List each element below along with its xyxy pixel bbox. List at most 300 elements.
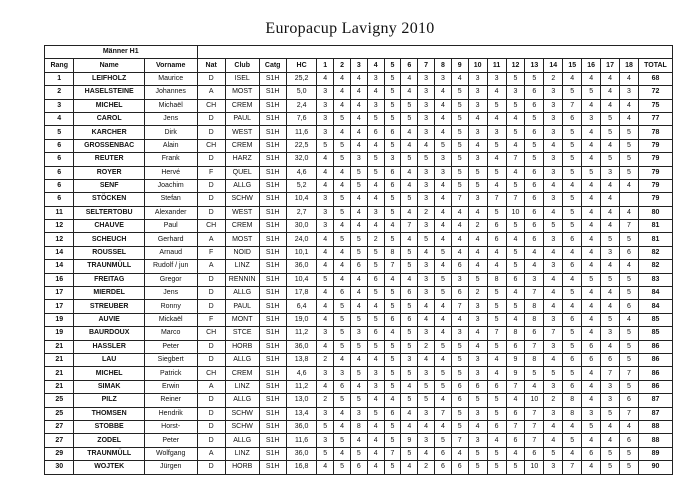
score-cell: 3	[384, 153, 401, 166]
column-header: 1	[317, 59, 334, 72]
score-cell: 6	[620, 394, 639, 407]
score-cell: 4	[620, 206, 639, 219]
score-cell: 5	[582, 273, 601, 286]
score-cell: 5	[601, 112, 620, 125]
rank-cell: 6	[45, 153, 74, 166]
score-cell: 6	[601, 353, 620, 366]
rank-cell: 1	[45, 72, 74, 85]
hc-cell: 2,7	[286, 206, 316, 219]
score-cell: 3	[544, 340, 563, 353]
score-cell: 4	[317, 287, 334, 300]
score-cell: 4	[401, 86, 418, 99]
name-cell: STÖCKEN	[74, 193, 144, 206]
score-cell: 5	[384, 353, 401, 366]
score-cell: 3	[544, 126, 563, 139]
score-cell: 3	[350, 407, 367, 420]
score-cell: 4	[544, 179, 563, 192]
score-cell: 4	[435, 420, 452, 433]
score-cell: 4	[487, 434, 506, 447]
score-cell: 4	[451, 447, 468, 460]
score-cell: 4	[582, 139, 601, 152]
score-cell: 7	[620, 407, 639, 420]
catg-cell: S1H	[259, 353, 286, 366]
score-cell: 3	[367, 72, 384, 85]
score-cell: 5	[350, 233, 367, 246]
score-cell: 5	[401, 367, 418, 380]
firstname-cell: Peter	[144, 434, 197, 447]
score-cell: 3	[451, 273, 468, 286]
score-cell: 5	[451, 99, 468, 112]
score-cell: 4	[620, 112, 639, 125]
score-cell: 3	[487, 126, 506, 139]
score-cell: 4	[418, 420, 435, 433]
firstname-cell: Dirk	[144, 126, 197, 139]
firstname-cell: Jürgen	[144, 461, 197, 474]
score-cell: 7	[506, 193, 525, 206]
score-cell: 5	[384, 139, 401, 152]
score-cell: 4	[401, 206, 418, 219]
score-cell: 4	[334, 220, 351, 233]
catg-cell: S1H	[259, 246, 286, 259]
catg-cell: S1H	[259, 394, 286, 407]
score-cell: 3	[435, 153, 452, 166]
total-cell: 80	[638, 206, 672, 219]
nat-cell: D	[197, 206, 225, 219]
score-cell: 2	[317, 353, 334, 366]
club-cell: CREM	[225, 220, 259, 233]
table-row	[45, 193, 673, 206]
rank-cell: 27	[45, 420, 74, 433]
score-cell: 4	[350, 380, 367, 393]
column-header: 6	[401, 59, 418, 72]
total-cell: 85	[638, 313, 672, 326]
score-cell: 3	[317, 407, 334, 420]
nat-cell: A	[197, 86, 225, 99]
score-cell: 6	[451, 394, 468, 407]
score-cell: 5	[384, 99, 401, 112]
score-cell: 4	[601, 300, 620, 313]
score-cell: 5	[418, 153, 435, 166]
score-cell: 4	[435, 193, 452, 206]
hc-cell: 13,4	[286, 407, 316, 420]
score-cell: 6	[384, 407, 401, 420]
nat-cell: A	[197, 233, 225, 246]
name-cell: SIMAK	[74, 380, 144, 393]
hc-cell: 22,5	[286, 139, 316, 152]
score-cell: 7	[435, 407, 452, 420]
score-cell: 5	[487, 166, 506, 179]
score-cell: 6	[525, 327, 544, 340]
name-cell: REUTER	[74, 153, 144, 166]
score-cell: 4	[367, 420, 384, 433]
score-cell: 4	[435, 126, 452, 139]
score-cell: 4	[451, 246, 468, 259]
hc-cell: 13,8	[286, 353, 316, 366]
score-cell: 5	[525, 112, 544, 125]
score-cell: 3	[620, 86, 639, 99]
score-cell: 4	[334, 246, 351, 259]
score-cell: 4	[582, 394, 601, 407]
score-cell: 5	[401, 300, 418, 313]
club-cell: ALLG	[225, 353, 259, 366]
score-cell: 5	[620, 166, 639, 179]
score-cell: 3	[544, 99, 563, 112]
score-cell: 6	[563, 233, 582, 246]
rank-cell: 17	[45, 300, 74, 313]
score-cell: 4	[601, 179, 620, 192]
club-cell: STCE	[225, 327, 259, 340]
score-cell: 4	[582, 246, 601, 259]
table-row	[45, 287, 673, 300]
score-cell: 4	[451, 72, 468, 85]
score-cell: 3	[544, 86, 563, 99]
table-row	[45, 300, 673, 313]
score-cell: 4	[435, 394, 452, 407]
score-cell: 2	[418, 461, 435, 474]
score-cell: 6	[487, 220, 506, 233]
table-row	[45, 273, 673, 286]
score-cell: 3	[334, 367, 351, 380]
hc-cell: 4,6	[286, 166, 316, 179]
hc-cell: 30,0	[286, 220, 316, 233]
score-cell: 5	[435, 380, 452, 393]
score-cell: 4	[401, 407, 418, 420]
score-cell: 4	[487, 86, 506, 99]
score-cell: 4	[582, 434, 601, 447]
score-cell: 5	[506, 179, 525, 192]
score-cell: 4	[451, 220, 468, 233]
score-cell: 4	[350, 206, 367, 219]
score-cell: 3	[544, 380, 563, 393]
score-cell: 4	[401, 72, 418, 85]
catg-cell: S1H	[259, 340, 286, 353]
total-cell: 84	[638, 287, 672, 300]
score-cell: 5	[563, 166, 582, 179]
rank-cell: 6	[45, 179, 74, 192]
total-cell: 72	[638, 86, 672, 99]
catg-cell: S1H	[259, 139, 286, 152]
catg-cell: S1H	[259, 367, 286, 380]
nat-cell: D	[197, 153, 225, 166]
column-header: Vorname	[144, 59, 197, 72]
total-cell: 81	[638, 233, 672, 246]
score-cell: 4	[435, 353, 452, 366]
column-header: Rang	[45, 59, 74, 72]
score-cell: 5	[468, 179, 487, 192]
score-cell: 3	[317, 112, 334, 125]
score-cell: 4	[582, 461, 601, 474]
score-cell: 4	[334, 179, 351, 192]
hc-cell: 11,6	[286, 126, 316, 139]
score-cell: 4	[334, 166, 351, 179]
score-cell: 5	[384, 367, 401, 380]
name-cell: SCHEUCH	[74, 233, 144, 246]
catg-cell: S1H	[259, 313, 286, 326]
score-cell: 4	[350, 193, 367, 206]
score-cell: 5	[451, 86, 468, 99]
score-cell: 3	[468, 407, 487, 420]
score-cell: 6	[487, 420, 506, 433]
score-cell: 3	[468, 153, 487, 166]
score-cell: 5	[487, 300, 506, 313]
nat-cell: D	[197, 407, 225, 420]
hc-cell: 11,2	[286, 380, 316, 393]
score-cell: 5	[384, 193, 401, 206]
catg-cell: S1H	[259, 273, 286, 286]
score-cell: 4	[317, 260, 334, 273]
score-cell: 3	[317, 434, 334, 447]
score-cell: 3	[418, 220, 435, 233]
total-cell: 86	[638, 380, 672, 393]
catg-cell: S1H	[259, 99, 286, 112]
score-cell: 3	[317, 327, 334, 340]
hc-cell: 24,0	[286, 233, 316, 246]
score-cell: 6	[487, 233, 506, 246]
score-cell: 3	[418, 260, 435, 273]
score-cell: 5	[367, 313, 384, 326]
score-cell: 5	[350, 367, 367, 380]
total-cell: 86	[638, 340, 672, 353]
score-cell: 6	[334, 380, 351, 393]
score-cell: 5	[451, 126, 468, 139]
total-cell: 77	[638, 112, 672, 125]
score-cell: 5	[620, 447, 639, 460]
club-cell: RENNIN	[225, 273, 259, 286]
score-cell: 4	[506, 166, 525, 179]
firstname-cell: Horst-	[144, 420, 197, 433]
score-cell: 4	[334, 99, 351, 112]
score-cell: 5	[563, 340, 582, 353]
score-cell: 5	[350, 246, 367, 259]
score-cell: 5	[620, 327, 639, 340]
firstname-cell: Hendrik	[144, 407, 197, 420]
catg-cell: S1H	[259, 86, 286, 99]
club-cell: PAUL	[225, 300, 259, 313]
score-cell: 3	[317, 367, 334, 380]
catg-cell: S1H	[259, 447, 286, 460]
table-row	[45, 447, 673, 460]
category-row	[45, 46, 673, 59]
score-cell: 3	[367, 367, 384, 380]
header-row	[45, 59, 673, 72]
name-cell: PILZ	[74, 394, 144, 407]
total-cell: 87	[638, 394, 672, 407]
score-cell: 3	[468, 86, 487, 99]
nat-cell: D	[197, 112, 225, 125]
score-cell: 5	[601, 461, 620, 474]
catg-cell: S1H	[259, 300, 286, 313]
score-cell: 5	[401, 260, 418, 273]
score-cell: 5	[487, 461, 506, 474]
score-cell: 6	[367, 327, 384, 340]
score-cell: 5	[563, 434, 582, 447]
firstname-cell: Erwin	[144, 380, 197, 393]
score-cell: 5	[582, 420, 601, 433]
club-cell: LINZ	[225, 260, 259, 273]
score-cell: 5	[367, 246, 384, 259]
score-cell: 6	[384, 179, 401, 192]
hc-cell: 13,0	[286, 394, 316, 407]
score-cell: 6	[525, 193, 544, 206]
club-cell: ISEL	[225, 72, 259, 85]
score-cell: 7	[525, 287, 544, 300]
catg-cell: S1H	[259, 166, 286, 179]
score-cell: 5	[487, 206, 506, 219]
score-cell: 5	[601, 313, 620, 326]
table-row	[45, 166, 673, 179]
score-cell: 6	[350, 461, 367, 474]
score-cell: 4	[487, 260, 506, 273]
score-cell: 4	[350, 126, 367, 139]
table-row	[45, 220, 673, 233]
hc-cell: 36,0	[286, 340, 316, 353]
score-cell: 4	[435, 86, 452, 99]
score-cell: 4	[582, 206, 601, 219]
score-cell: 3	[601, 246, 620, 259]
score-cell: 5	[601, 233, 620, 246]
score-cell: 5	[350, 179, 367, 192]
score-cell: 4	[544, 206, 563, 219]
score-cell: 6	[401, 287, 418, 300]
score-cell: 6	[563, 313, 582, 326]
score-cell: 4	[418, 139, 435, 152]
score-cell: 5	[401, 394, 418, 407]
score-cell: 5	[384, 420, 401, 433]
nat-cell: D	[197, 340, 225, 353]
score-cell: 4	[582, 193, 601, 206]
column-header: 9	[451, 59, 468, 72]
column-header: 10	[468, 59, 487, 72]
score-cell: 4	[451, 313, 468, 326]
hc-cell: 10,4	[286, 193, 316, 206]
score-cell: 7	[384, 447, 401, 460]
score-cell: 4	[601, 72, 620, 85]
score-cell: 5	[620, 380, 639, 393]
score-cell: 4	[601, 260, 620, 273]
score-cell: 5	[468, 447, 487, 460]
score-cell: 5	[401, 447, 418, 460]
score-cell: 3	[582, 407, 601, 420]
score-cell: 4	[506, 313, 525, 326]
name-cell: HASELSTEINE	[74, 86, 144, 99]
score-cell: 3	[544, 260, 563, 273]
nat-cell: A	[197, 380, 225, 393]
rank-cell: 30	[45, 461, 74, 474]
nat-cell: D	[197, 72, 225, 85]
score-cell: 6	[350, 260, 367, 273]
score-cell: 6	[384, 166, 401, 179]
score-cell: 4	[384, 220, 401, 233]
hc-cell: 19,0	[286, 313, 316, 326]
score-cell: 4	[620, 99, 639, 112]
score-cell: 5	[506, 300, 525, 313]
score-cell: 3	[582, 112, 601, 125]
score-cell: 5	[334, 112, 351, 125]
score-cell: 5	[620, 287, 639, 300]
score-cell: 6	[525, 86, 544, 99]
score-cell: 2	[418, 340, 435, 353]
column-header: 4	[367, 59, 384, 72]
score-cell: 6	[563, 380, 582, 393]
firstname-cell: Rudolf / jun	[144, 260, 197, 273]
score-cell: 5	[317, 420, 334, 433]
score-cell: 7	[451, 193, 468, 206]
score-cell: 3	[544, 313, 563, 326]
score-cell: 5	[401, 99, 418, 112]
score-cell: 5	[435, 246, 452, 259]
total-cell: 88	[638, 434, 672, 447]
firstname-cell: Gerhard	[144, 233, 197, 246]
score-cell: 3	[418, 72, 435, 85]
firstname-cell: Stefan	[144, 193, 197, 206]
club-cell: ALLG	[225, 287, 259, 300]
name-cell: FREITAG	[74, 273, 144, 286]
name-cell: SENF	[74, 179, 144, 192]
score-cell: 7	[525, 340, 544, 353]
score-cell: 5	[451, 153, 468, 166]
score-cell: 3	[401, 353, 418, 366]
nat-cell: D	[197, 434, 225, 447]
rank-cell: 17	[45, 287, 74, 300]
score-cell: 5	[334, 233, 351, 246]
score-cell: 6	[334, 287, 351, 300]
score-cell: 4	[544, 420, 563, 433]
rank-cell: 11	[45, 206, 74, 219]
score-cell: 5	[334, 313, 351, 326]
column-header: 14	[544, 59, 563, 72]
score-cell: 7	[525, 434, 544, 447]
score-cell: 4	[401, 139, 418, 152]
score-cell: 5	[350, 447, 367, 460]
nat-cell: D	[197, 300, 225, 313]
score-cell: 6	[525, 126, 544, 139]
score-cell: 4	[350, 287, 367, 300]
hc-cell: 11,2	[286, 327, 316, 340]
score-cell: 7	[544, 327, 563, 340]
score-cell: 3	[468, 300, 487, 313]
score-cell: 5	[601, 447, 620, 460]
table-row	[45, 327, 673, 340]
name-cell: WOJTEK	[74, 461, 144, 474]
score-cell: 4	[563, 420, 582, 433]
score-cell: 3	[418, 166, 435, 179]
score-cell: 4	[601, 206, 620, 219]
name-cell: CHAUVE	[74, 220, 144, 233]
score-cell: 4	[582, 327, 601, 340]
total-cell: 79	[638, 193, 672, 206]
score-cell: 4	[620, 420, 639, 433]
score-cell: 5	[367, 166, 384, 179]
score-cell: 4	[350, 434, 367, 447]
score-cell: 5	[582, 86, 601, 99]
score-cell: 2	[544, 72, 563, 85]
score-cell: 4	[350, 273, 367, 286]
score-cell: 3	[468, 193, 487, 206]
club-cell: LINZ	[225, 380, 259, 393]
catg-cell: S1H	[259, 287, 286, 300]
score-cell: 5	[367, 112, 384, 125]
score-cell: 3	[418, 434, 435, 447]
score-cell: 4	[544, 300, 563, 313]
rank-cell: 25	[45, 407, 74, 420]
firstname-cell: Jens	[144, 287, 197, 300]
club-cell: ALLG	[225, 394, 259, 407]
total-cell: 78	[638, 126, 672, 139]
score-cell: 5	[334, 394, 351, 407]
score-cell: 5	[487, 394, 506, 407]
score-cell: 3	[544, 193, 563, 206]
score-cell: 6	[525, 206, 544, 219]
